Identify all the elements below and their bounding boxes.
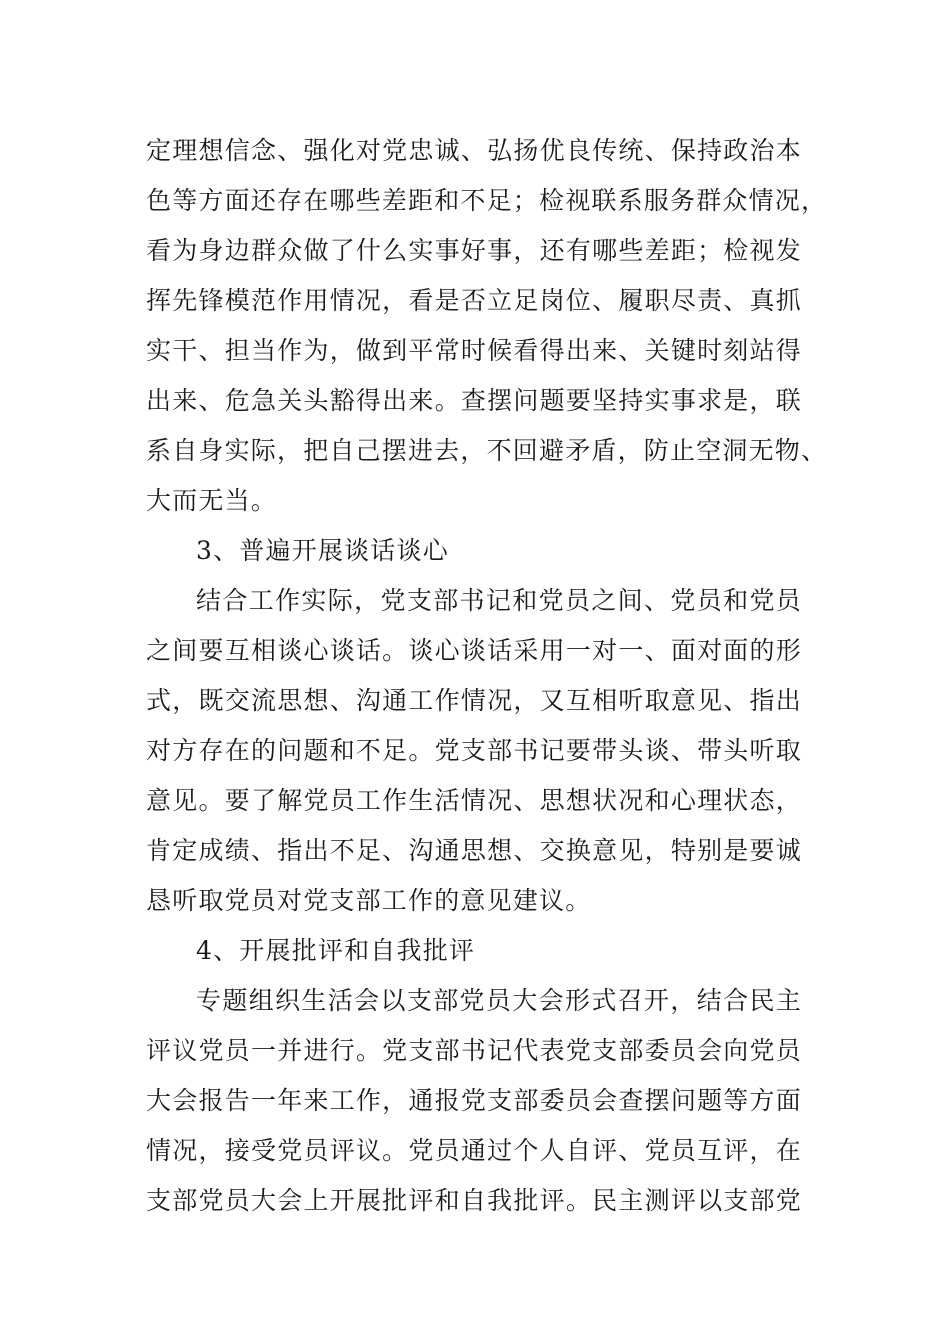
- section-heading-4: 4、开展批评和自我批评: [196, 936, 476, 965]
- text-line: 肯定成绩、指出不足、沟通思想、交换意见，特别是要诚: [146, 836, 802, 865]
- text-line: 情况，接受党员评议。党员通过个人自评、党员互评，在: [146, 1136, 802, 1165]
- text-line: 对方存在的问题和不足。党支部书记要带头谈、带头听取: [146, 736, 802, 765]
- paragraph-first-line: 专题组织生活会以支部党员大会形式召开，结合民主: [196, 986, 802, 1015]
- paragraph-first-line: 结合工作实际，党支部书记和党员之间、党员和党员: [196, 586, 802, 615]
- text-line: 出来、危急关头豁得出来。查摆问题要坚持实事求是，联: [146, 386, 802, 415]
- text-line: 恳听取党员对党支部工作的意见建议。: [146, 886, 592, 915]
- text-line: 大而无当。: [146, 486, 278, 515]
- text-line: 大会报告一年来工作，通报党支部委员会查摆问题等方面: [146, 1086, 802, 1115]
- text-line: 系自身实际，把自己摆进去，不回避矛盾，防止空洞无物、: [146, 436, 828, 465]
- text-line: 式，既交流思想、沟通工作情况，又互相听取意见、指出: [146, 686, 802, 715]
- text-line: 色等方面还存在哪些差距和不足；检视联系服务群众情况，: [146, 186, 828, 215]
- text-line: 定理想信念、强化对党忠诚、弘扬优良传统、保持政治本: [146, 136, 802, 165]
- text-line: 评议党员一并进行。党支部书记代表党支部委员会向党员: [146, 1036, 802, 1065]
- text-line: 实干、担当作为，做到平常时候看得出来、关键时刻站得: [146, 336, 802, 365]
- text-line: 挥先锋模范作用情况，看是否立足岗位、履职尽责、真抓: [146, 286, 802, 315]
- text-line: 支部党员大会上开展批评和自我批评。民主测评以支部党: [146, 1186, 802, 1215]
- text-line: 看为身边群众做了什么实事好事，还有哪些差距；检视发: [146, 236, 802, 265]
- document-page: [146, 126, 828, 1226]
- section-heading-3: 3、普遍开展谈话谈心: [196, 536, 449, 565]
- text-line: 意见。要了解党员工作生活情况、思想状况和心理状态，: [146, 786, 802, 815]
- text-line: 之间要互相谈心谈话。谈心谈话采用一对一、面对面的形: [146, 636, 802, 665]
